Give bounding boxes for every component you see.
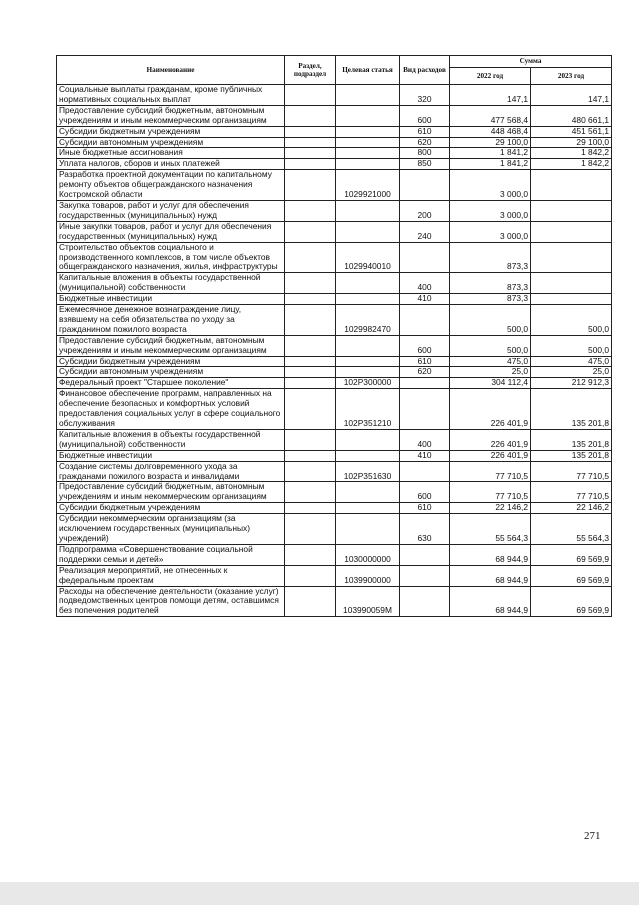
budget-table	[56, 55, 612, 617]
row-type-cell: 610	[400, 356, 450, 367]
row-2022-cell: 226 401,9	[450, 429, 531, 450]
row-name-cell: Подпрограмма «Совершенствование социальной поддержки семьи и детей»	[57, 544, 285, 565]
row-name-cell: Предоставление субсидий бюджетным, автономным учреждениям и иным некоммерческим организациям	[57, 105, 285, 126]
row-2022-cell: 304 112,4	[450, 378, 531, 389]
row-name-cell: Субсидии бюджетным учреждениям	[57, 126, 285, 137]
row-name-cell: Социальные выплаты гражданам, кроме публичных нормативных социальных выплат	[57, 85, 285, 106]
row-2023-cell: 500,0	[531, 335, 612, 356]
table-row	[57, 503, 612, 514]
row-type-cell: 610	[400, 126, 450, 137]
row-type-cell: 630	[400, 514, 450, 545]
row-2023-cell: 1 842,2	[531, 159, 612, 170]
row-2023-cell: 500,0	[531, 305, 612, 336]
row-type-cell	[400, 170, 450, 201]
row-type-cell: 600	[400, 482, 450, 503]
row-section-cell	[285, 514, 336, 545]
table-row	[57, 482, 612, 503]
row-section-cell	[285, 482, 336, 503]
row-section-cell	[285, 221, 336, 242]
row-name-cell: Субсидии бюджетным учреждениям	[57, 356, 285, 367]
table-row	[57, 305, 612, 336]
row-section-cell	[285, 544, 336, 565]
table-row	[57, 159, 612, 170]
table-row	[57, 565, 612, 586]
row-2022-cell: 77 710,5	[450, 461, 531, 482]
table-row	[57, 105, 612, 126]
row-target-cell	[336, 137, 400, 148]
header-target: Целевая статья	[336, 56, 400, 85]
row-target-cell	[336, 159, 400, 170]
row-section-cell	[285, 450, 336, 461]
row-target-cell: 102P351630	[336, 461, 400, 482]
header-2023: 2023 год	[531, 68, 612, 85]
row-2022-cell: 500,0	[450, 335, 531, 356]
row-name-cell: Предоставление субсидий бюджетным, автономным учреждениям и иным некоммерческим организациям	[57, 482, 285, 503]
row-2022-cell: 68 944,9	[450, 586, 531, 617]
row-2022-cell: 29 100,0	[450, 137, 531, 148]
row-2022-cell: 77 710,5	[450, 482, 531, 503]
row-2022-cell: 1 841,2	[450, 148, 531, 159]
row-name-cell: Расходы на обеспечение деятельности (оказание услуг) подведомственных центров помощи детям, оставшимся без попечения родителей	[57, 586, 285, 617]
row-2023-cell	[531, 170, 612, 201]
row-target-cell: 102P351210	[336, 389, 400, 430]
page-number: 271	[584, 830, 601, 842]
row-2023-cell: 451 561,1	[531, 126, 612, 137]
row-2023-cell: 77 710,5	[531, 461, 612, 482]
row-2023-cell: 135 201,8	[531, 450, 612, 461]
row-target-cell: 1029982470	[336, 305, 400, 336]
row-target-cell	[336, 335, 400, 356]
row-target-cell: 102P300000	[336, 378, 400, 389]
row-target-cell	[336, 105, 400, 126]
row-2022-cell: 448 468,4	[450, 126, 531, 137]
row-2022-cell: 873,3	[450, 273, 531, 294]
row-2022-cell: 25,0	[450, 367, 531, 378]
table-row	[57, 389, 612, 430]
row-2022-cell: 500,0	[450, 305, 531, 336]
row-section-cell	[285, 170, 336, 201]
row-2022-cell: 873,3	[450, 294, 531, 305]
row-name-cell: Строительство объектов социального и производственного комплексов, в том числе объектов общегражданского назначения, жилья, инфраструктуры	[57, 242, 285, 273]
row-name-cell: Субсидии некоммерческим организациям (за исключением государственных (муниципальных) учреждений)	[57, 514, 285, 545]
row-name-cell: Субсидии бюджетным учреждениям	[57, 503, 285, 514]
header-2022: 2022 год	[450, 68, 531, 85]
row-2023-cell: 29 100,0	[531, 137, 612, 148]
row-target-cell	[336, 273, 400, 294]
row-section-cell	[285, 126, 336, 137]
row-2023-cell: 480 661,1	[531, 105, 612, 126]
row-name-cell: Бюджетные инвестиции	[57, 294, 285, 305]
row-name-cell: Субсидии автономным учреждениям	[57, 367, 285, 378]
table-row	[57, 378, 612, 389]
row-2023-cell: 212 912,3	[531, 378, 612, 389]
table-row	[57, 544, 612, 565]
row-type-cell: 320	[400, 85, 450, 106]
row-2023-cell	[531, 294, 612, 305]
row-target-cell	[336, 429, 400, 450]
table-row	[57, 429, 612, 450]
row-type-cell: 850	[400, 159, 450, 170]
row-section-cell	[285, 294, 336, 305]
row-section-cell	[285, 378, 336, 389]
row-2023-cell	[531, 200, 612, 221]
row-type-cell: 410	[400, 294, 450, 305]
scan-bottom-band	[0, 882, 639, 905]
row-type-cell: 620	[400, 367, 450, 378]
table-row	[57, 221, 612, 242]
table-row	[57, 367, 612, 378]
row-2023-cell: 55 564,3	[531, 514, 612, 545]
row-2022-cell: 68 944,9	[450, 565, 531, 586]
row-section-cell	[285, 429, 336, 450]
row-section-cell	[285, 503, 336, 514]
row-target-cell	[336, 126, 400, 137]
row-type-cell: 400	[400, 429, 450, 450]
row-section-cell	[285, 389, 336, 430]
row-2023-cell	[531, 242, 612, 273]
row-type-cell: 610	[400, 503, 450, 514]
table-row	[57, 514, 612, 545]
row-target-cell	[336, 356, 400, 367]
table-row	[57, 137, 612, 148]
row-section-cell	[285, 105, 336, 126]
row-section-cell	[285, 242, 336, 273]
row-2023-cell: 475,0	[531, 356, 612, 367]
row-2022-cell: 3 000,0	[450, 221, 531, 242]
row-type-cell: 410	[400, 450, 450, 461]
row-2022-cell: 147,1	[450, 85, 531, 106]
table-row	[57, 126, 612, 137]
row-2023-cell: 25,0	[531, 367, 612, 378]
row-2023-cell: 1 842,2	[531, 148, 612, 159]
table-row	[57, 148, 612, 159]
row-name-cell: Иные закупки товаров, работ и услуг для обеспечения государственных (муниципальных) нужд	[57, 221, 285, 242]
row-name-cell: Бюджетные инвестиции	[57, 450, 285, 461]
row-target-cell: 1030000000	[336, 544, 400, 565]
row-name-cell: Капитальные вложения в объекты государственной (муниципальной) собственности	[57, 429, 285, 450]
row-2023-cell: 22 146,2	[531, 503, 612, 514]
table-row	[57, 461, 612, 482]
row-section-cell	[285, 367, 336, 378]
table-row	[57, 170, 612, 201]
table-row	[57, 294, 612, 305]
row-target-cell: 1029940010	[336, 242, 400, 273]
row-2022-cell: 3 000,0	[450, 200, 531, 221]
row-type-cell: 240	[400, 221, 450, 242]
row-2023-cell: 135 201,8	[531, 429, 612, 450]
row-type-cell: 400	[400, 273, 450, 294]
row-type-cell: 600	[400, 105, 450, 126]
row-type-cell: 200	[400, 200, 450, 221]
table-row	[57, 335, 612, 356]
row-type-cell	[400, 565, 450, 586]
row-type-cell	[400, 378, 450, 389]
row-type-cell	[400, 544, 450, 565]
row-target-cell	[336, 148, 400, 159]
row-target-cell	[336, 482, 400, 503]
row-2022-cell: 873,3	[450, 242, 531, 273]
row-2023-cell: 147,1	[531, 85, 612, 106]
row-target-cell	[336, 367, 400, 378]
row-section-cell	[285, 565, 336, 586]
row-name-cell: Уплата налогов, сборов и иных платежей	[57, 159, 285, 170]
header-section: Раздел, подраздел	[285, 56, 336, 85]
row-name-cell: Разработка проектной документации по капитальному ремонту объектов общегражданского назначения Костромской области	[57, 170, 285, 201]
row-section-cell	[285, 148, 336, 159]
row-2022-cell: 226 401,9	[450, 450, 531, 461]
row-target-cell	[336, 450, 400, 461]
row-section-cell	[285, 200, 336, 221]
table-row	[57, 242, 612, 273]
row-2023-cell: 135 201,8	[531, 389, 612, 430]
row-2022-cell: 475,0	[450, 356, 531, 367]
table-row	[57, 356, 612, 367]
row-2023-cell: 77 710,5	[531, 482, 612, 503]
row-2022-cell: 55 564,3	[450, 514, 531, 545]
row-2022-cell: 1 841,2	[450, 159, 531, 170]
row-name-cell: Реализация мероприятий, не отнесенных к федеральным проектам	[57, 565, 285, 586]
row-section-cell	[285, 335, 336, 356]
row-target-cell: 1039900000	[336, 565, 400, 586]
row-name-cell: Ежемесячное денежное вознаграждение лицу, взявшему на себя обязательства по уходу за гражданином пожилого возраста	[57, 305, 285, 336]
row-2022-cell: 3 000,0	[450, 170, 531, 201]
row-2023-cell: 69 569,9	[531, 586, 612, 617]
table-row	[57, 273, 612, 294]
row-type-cell: 800	[400, 148, 450, 159]
row-name-cell: Создание системы долговременного ухода за гражданами пожилого возраста и инвалидами	[57, 461, 285, 482]
header-name: Наименование	[57, 56, 285, 85]
row-type-cell: 620	[400, 137, 450, 148]
row-2022-cell: 22 146,2	[450, 503, 531, 514]
row-target-cell	[336, 221, 400, 242]
row-name-cell: Иные бюджетные ассигнования	[57, 148, 285, 159]
row-2022-cell: 477 568,4	[450, 105, 531, 126]
row-section-cell	[285, 137, 336, 148]
table-row	[57, 85, 612, 106]
header-sum: Сумма	[450, 56, 612, 68]
row-section-cell	[285, 273, 336, 294]
row-2023-cell: 69 569,9	[531, 544, 612, 565]
row-section-cell	[285, 305, 336, 336]
row-name-cell: Закупка товаров, работ и услуг для обеспечения государственных (муниципальных) нужд	[57, 200, 285, 221]
row-2023-cell: 69 569,9	[531, 565, 612, 586]
row-2022-cell: 226 401,9	[450, 389, 531, 430]
row-type-cell	[400, 461, 450, 482]
row-type-cell	[400, 242, 450, 273]
table-row	[57, 586, 612, 617]
row-section-cell	[285, 586, 336, 617]
table-row	[57, 450, 612, 461]
row-type-cell: 600	[400, 335, 450, 356]
row-section-cell	[285, 461, 336, 482]
row-target-cell: 1029921000	[336, 170, 400, 201]
row-type-cell	[400, 586, 450, 617]
row-section-cell	[285, 85, 336, 106]
row-target-cell	[336, 514, 400, 545]
row-type-cell	[400, 389, 450, 430]
row-target-cell	[336, 200, 400, 221]
row-name-cell: Предоставление субсидий бюджетным, автономным учреждениям и иным некоммерческим организациям	[57, 335, 285, 356]
row-name-cell: Субсидии автономным учреждениям	[57, 137, 285, 148]
row-target-cell	[336, 85, 400, 106]
row-name-cell: Федеральный проект "Старшее поколение"	[57, 378, 285, 389]
row-target-cell: 103990059М	[336, 586, 400, 617]
table-row	[57, 200, 612, 221]
row-target-cell	[336, 294, 400, 305]
row-section-cell	[285, 159, 336, 170]
table-body	[57, 85, 612, 617]
row-2023-cell	[531, 273, 612, 294]
row-type-cell	[400, 305, 450, 336]
row-2023-cell	[531, 221, 612, 242]
row-2022-cell: 68 944,9	[450, 544, 531, 565]
row-name-cell: Финансовое обеспечение программ, направленных на обеспечение безопасных и комфортных условий предоставления социальных услуг в сфере социального обслуживания	[57, 389, 285, 430]
row-target-cell	[336, 503, 400, 514]
header-type: Вид расходов	[400, 56, 450, 85]
row-name-cell: Капитальные вложения в объекты государственной (муниципальной) собственности	[57, 273, 285, 294]
row-section-cell	[285, 356, 336, 367]
